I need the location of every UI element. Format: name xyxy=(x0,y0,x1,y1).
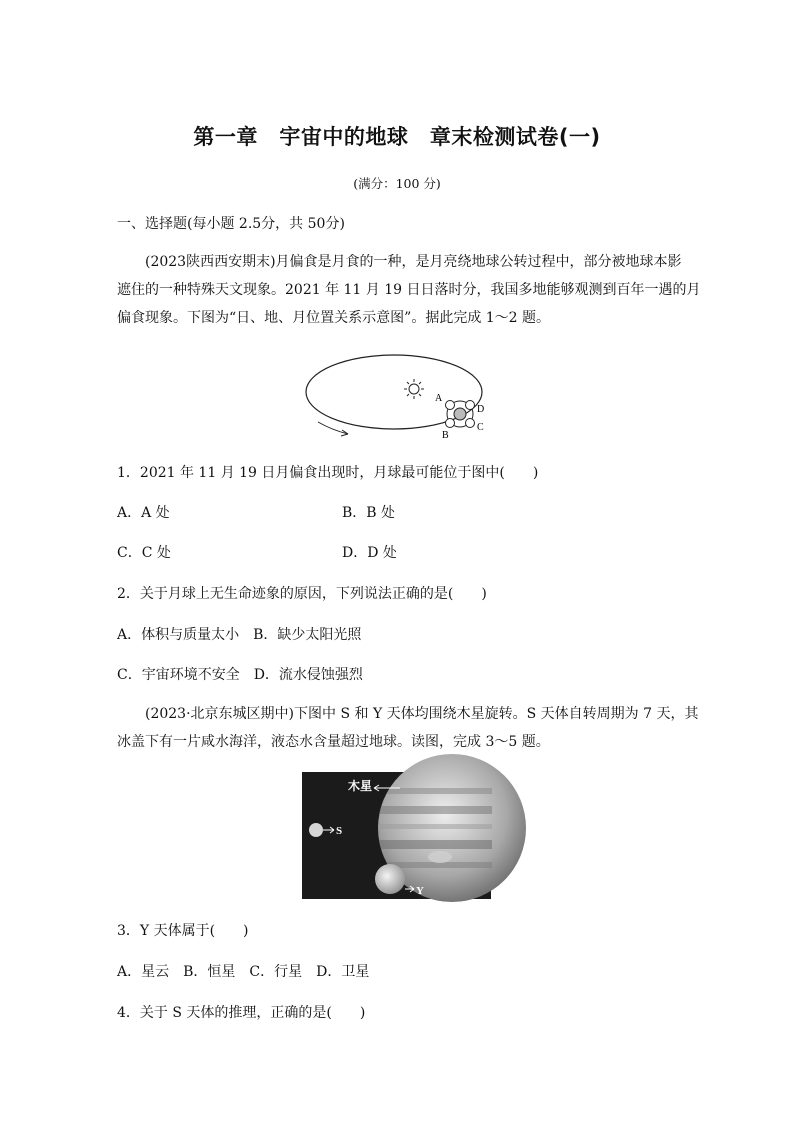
q2-options-line-2: C．宇宙环境不安全 D．流水侵蚀强烈 xyxy=(117,667,363,683)
q1-option-a: A．A 处 xyxy=(117,505,170,521)
material-2-line-1: (2023·北京东城区期中)下图中 S 和 Y 天体均围绕木星旋转。S 天体自转周期为 7 天，其 xyxy=(145,706,699,722)
material-1-line-1: (2023陕西西安期末)月偏食是月食的一种，是月亮绕地球公转过程中，部分被地球本影 xyxy=(145,254,682,270)
moon-d xyxy=(466,401,475,410)
section-heading: 一、选择题(每小题 2.5分，共 50分) xyxy=(117,216,345,232)
earth-icon xyxy=(454,408,466,420)
label-y: Y xyxy=(416,885,424,897)
label-d: D xyxy=(477,404,485,415)
score-note: (满分：100 分) xyxy=(353,176,441,191)
moon-c xyxy=(466,419,475,428)
jupiter-photo xyxy=(302,772,491,899)
moon-b xyxy=(446,419,455,428)
label-c: C xyxy=(477,422,484,433)
label-s: S xyxy=(336,825,343,837)
sun-earth-moon-diagram xyxy=(300,350,500,440)
label-b: B xyxy=(442,430,449,441)
q1-option-d: D．D 处 xyxy=(342,545,397,561)
moon-a xyxy=(446,401,455,410)
material-1-line-2: 遮住的一种特殊天文现象。2021 年 11 月 19 日日落时分，我国多地能够观测到百年一遇的月 xyxy=(117,282,701,298)
moon-s-icon xyxy=(309,823,323,837)
question-2-stem: 2．关于月球上无生命迹象的原因，下列说法正确的是( ) xyxy=(117,586,487,602)
material-2-line-2: 冰盖下有一片咸水海洋，液态水含量超过地球。读图，完成 3～5 题。 xyxy=(117,734,550,750)
label-jupiter: 木星 xyxy=(348,779,373,793)
question-1-stem: 1．2021 年 11 月 19 日月偏食出现时，月球最可能位于图中( ) xyxy=(117,465,539,481)
q3-options-line: A．星云 B．恒星 C．行星 D．卫星 xyxy=(117,964,370,980)
q1-option-b: B．B 处 xyxy=(342,505,396,521)
q1-option-c: C．C 处 xyxy=(117,545,171,561)
label-a: A xyxy=(435,393,443,404)
sun-icon xyxy=(404,379,424,399)
moon-y-icon xyxy=(375,864,405,894)
question-4-stem: 4．关于 S 天体的推理，正确的是( ) xyxy=(117,1005,366,1021)
orbit-direction-arrow xyxy=(318,422,348,434)
page-title: 第一章 宇宙中的地球 章末检测试卷(一) xyxy=(193,125,601,149)
question-3-stem: 3．Y 天体属于( ) xyxy=(117,923,249,939)
material-1-line-3: 偏食现象。下图为“日、地、月位置关系示意图”。据此完成 1～2 题。 xyxy=(117,310,551,326)
q2-options-line-1: A．体积与质量太小 B．缺少太阳光照 xyxy=(117,627,362,643)
